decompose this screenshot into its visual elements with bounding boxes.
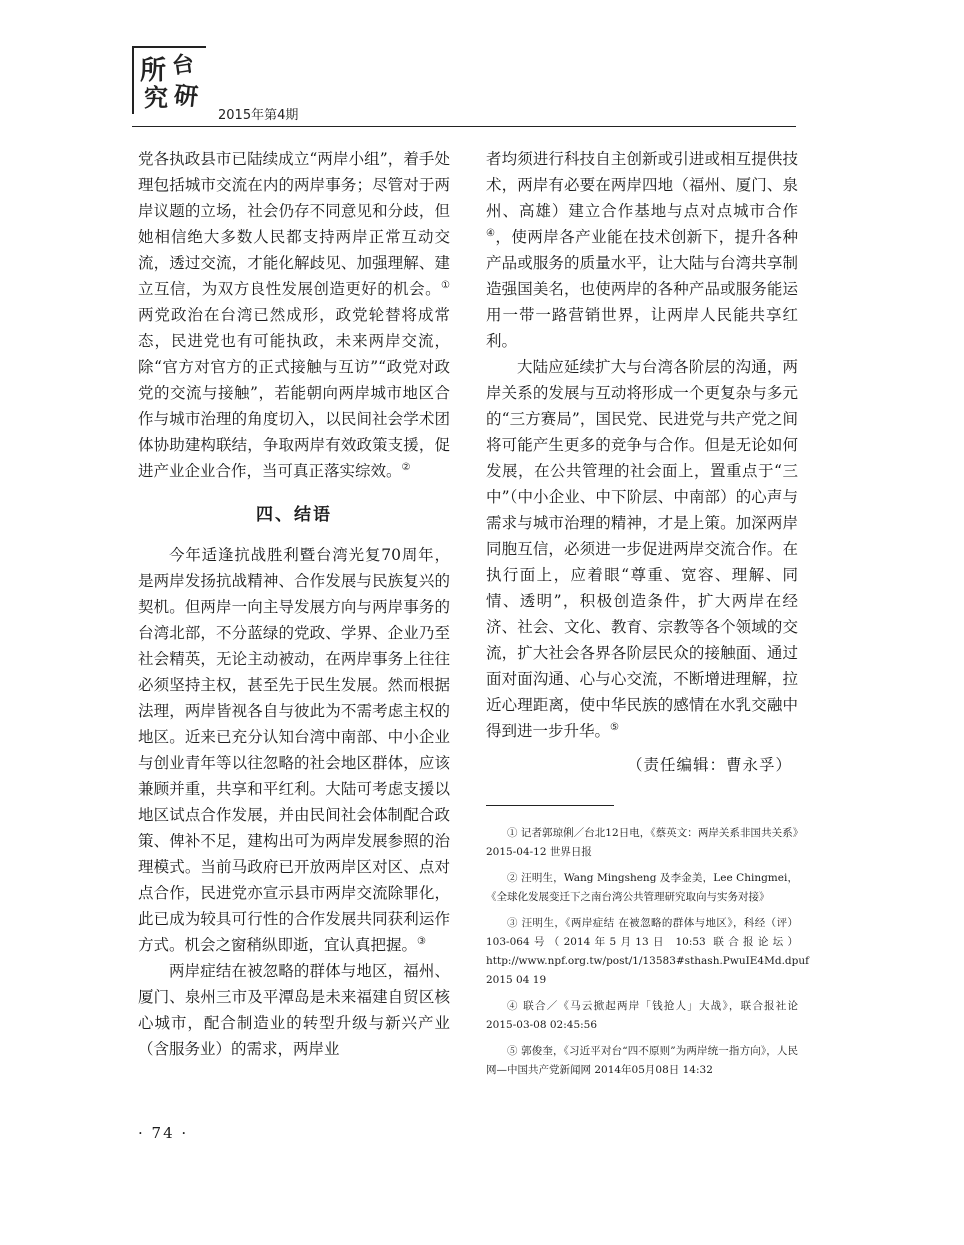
footnote-ref: ⑤ <box>610 721 619 733</box>
paragraph-text: 者均须进行科技自主创新或引进或相互提供技术，两岸有必要在两岸四地（福州、厦门、泉州、高雄）建立合作基地与点对点城市合作 <box>486 150 798 220</box>
right-column <box>486 146 798 778</box>
section-heading: 四、结语 <box>256 505 332 525</box>
footnote: ② 汪明生，Wang Mingsheng 及李金美，Lee Chingmei，《全球化发展变迁下之南台湾公共管理研究取向与实务对接》 <box>486 872 798 903</box>
paragraph-text: 党各执政县市已陆续成立“两岸小组”，着手处理包括城市交流在内的两岸事务；尽管对于两岸议题的立场，社会仍存不同意见和分歧，但她相信绝大多数人民都支持两岸正常互动交流，透过交流，才能化解歧见、加强理解、建立互信，为双方良性发展创造更好的机会。 <box>138 150 450 298</box>
logo-char: 研 <box>172 79 200 112</box>
paragraph <box>138 146 450 484</box>
footnote-ref: ④ <box>486 227 496 239</box>
paragraph <box>486 354 798 744</box>
footnote-ref: ① <box>441 279 450 291</box>
paragraph <box>486 146 798 354</box>
paragraph-text: ，使两岸各产业能在技术创新下，提升各种产品或服务的质量水平，让大陆与台湾共享制造强国美名，也使两岸的各种产品或服务能运用一带一路营销世界，让两岸人民能共享红利。 <box>486 228 798 350</box>
footnote: ⑤ 郭俊奎，《习近平对台“四不原则”为两岸统一指方向》，人民网—中国共产党新闻网 2014年05月08日 14:32 <box>486 1045 798 1076</box>
paragraph-text: 大陆应延续扩大与台湾各阶层的沟通，两岸关系的发展与互动将形成一个更复杂与多元的“三方赛局”，国民党、民进党与共产党之间将可能产生更多的竞争与合作。但是无论如何发展，在公共管理的社会面上，置重点于“三中”（中小企业、中下阶层、中南部）的心声与需求与城市治理的精神，才是上策。加深两岸同胞互信，必须进一步促进两岸交流合作。在执行面上，应着眼“尊重、宽容、理解、同情、透明”，积极创造条件，扩大两岸在经济、社会、文化、教育、宗教等各个领域的交流，扩大社会各界各阶层民众的接触面、通过面对面沟通、心与心交流，不断增进理解，拉近心理距离，使中华民族的感情在水乳交融中得到进一步升华。 <box>486 358 798 740</box>
issue-label: 2015年第4期 <box>218 108 299 123</box>
footnote-ref: ③ <box>417 935 426 947</box>
footnote: ③ 汪明生，《两岸症结 在被忽略的群体与地区》，科经（评）103-064号（2014年5月13日 10:53 联合报论坛）http://www.npf.org.tw/post/1/13583#sthash.PwuIE4Md.dpuf 2015 04 19 <box>486 917 810 986</box>
paragraph-text: 两党政治在台湾已然成形，政党轮替将成常态，民进党也有可能执政，未来两岸交流，除“官方对官方的正式接触与互访”“政党对政党的交流与接触”，若能朝向两岸城市地区合作与城市治理的角度切入，以民间社会学术团体协助建构联结，争取两岸有效政策支援，促进产业企业合作，当可真正落实综效。 <box>138 306 450 480</box>
footnote: ④ 联合／《马云掀起两岸「钱抢人」大战》，联合报社论 2015-03-08 02:45:56 <box>486 1000 798 1031</box>
footnote-rule <box>486 805 614 806</box>
page-number: · 74 · <box>138 1124 189 1142</box>
editor-credit: （责任编辑：曹永孚） <box>626 756 792 774</box>
header-rule <box>132 126 796 127</box>
paragraph <box>138 542 450 958</box>
paragraph: 两岸症结在被忽略的群体与地区，福州、厦门、泉州三市及平潭岛是未来福建自贸区核心城市，配合制造业的转型升级与新兴产业（含服务业）的需求，两岸业 <box>138 962 450 1058</box>
footnote-ref: ② <box>401 461 411 473</box>
footnote: ① 记者郭琼俐／台北12日电，《蔡英文：两岸关系非国共关系》2015-04-12 世界日报 <box>486 827 798 858</box>
footnotes <box>486 824 810 1087</box>
logo-char: 所 <box>140 56 167 86</box>
logo-char: 究 <box>144 83 168 112</box>
left-column <box>138 146 450 1062</box>
logo-char: 台 <box>170 50 196 80</box>
paragraph-text: 今年适逢抗战胜利暨台湾光复70周年，是两岸发扬抗战精神、合作发展与民族复兴的契机。但两岸一向主导发展方向与两岸事务的台湾北部，不分蓝绿的党政、学界、企业乃至社会精英，无论主动被动，在两岸事务上往往必须坚持主权，甚至先于民生发展。然而根据法理，两岸皆视各自与彼此为不需考虑主权的地区。近来已充分认知台湾中南部、中小企业与创业青年等以往忽略的社会地区群体，应该兼顾并重，共享和平红利。大陆可考虑支援以地区试点合作发展，并由民间社会体制配合政策、俾补不足，建构出可为两岸发展参照的治理模式。当前马政府已开放两岸区对区、点对点合作，民进党亦宣示县市两岸交流除罪化，此已成为较具可行性的合作发展共同获利运作方式。机会之窗稍纵即逝，宜认真把握。 <box>138 546 450 954</box>
journal-logo <box>132 46 212 118</box>
